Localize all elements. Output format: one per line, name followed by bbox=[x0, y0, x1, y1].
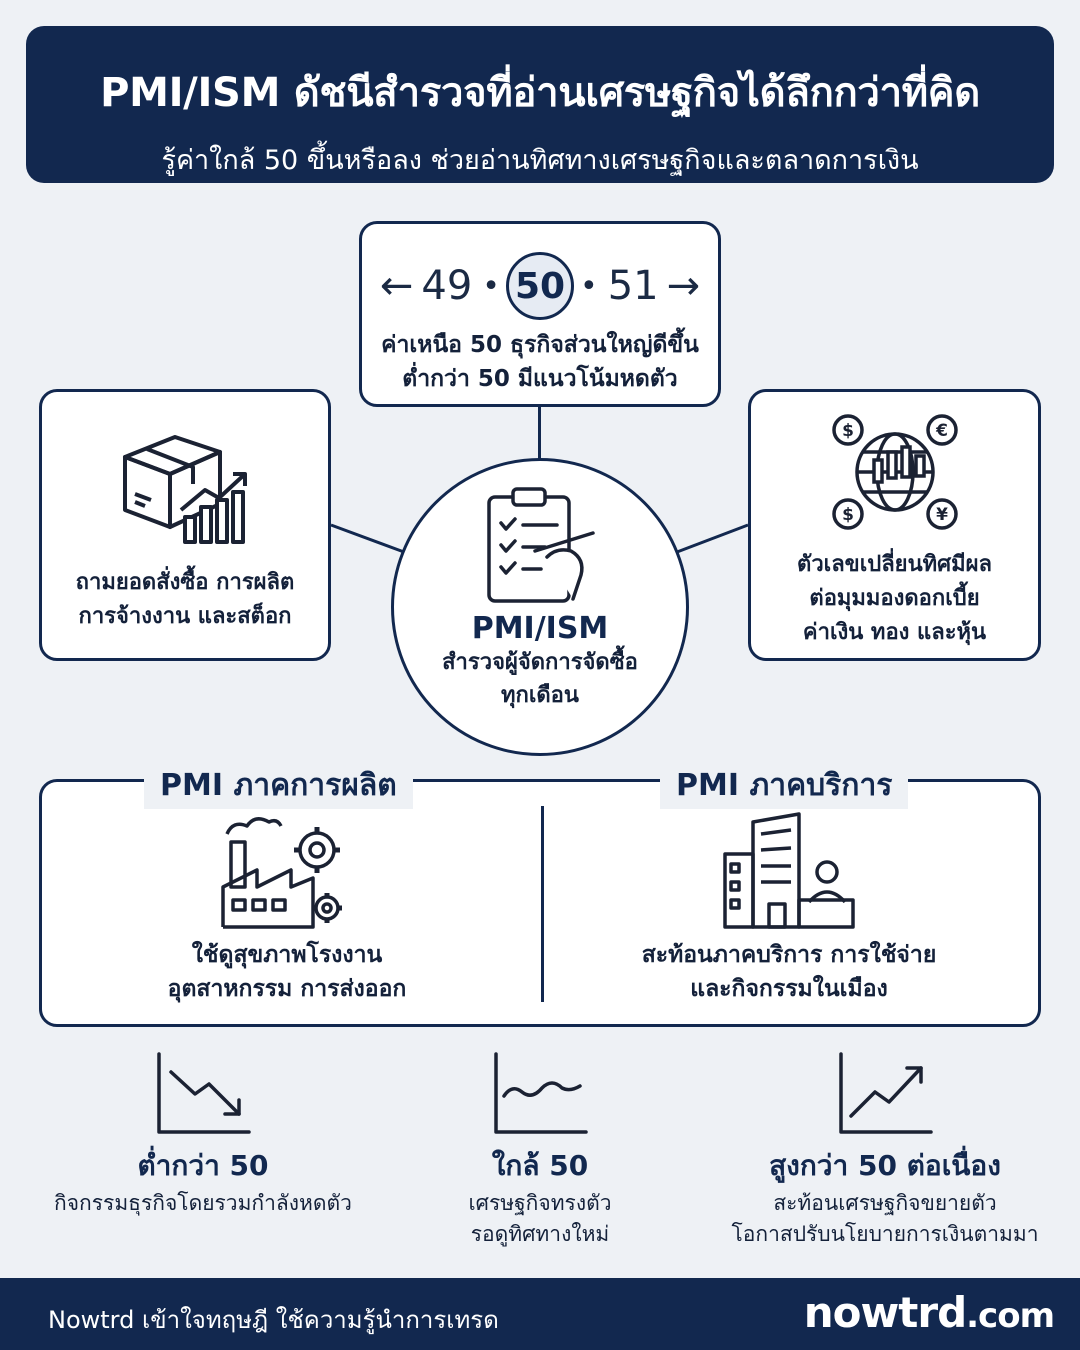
factory-icon bbox=[217, 812, 357, 932]
services-description bbox=[544, 938, 1034, 1006]
page-subtitle: รู้ค่าใกล้ 50 ขึ้นหรือลง ช่วยอ่านทิศทางเศรษฐกิจและตลาดการเงิน bbox=[161, 145, 919, 176]
trend-above-50 bbox=[700, 1050, 1070, 1250]
box-growth-icon bbox=[115, 422, 255, 552]
scale-right-value: 51 bbox=[607, 263, 659, 309]
survey-topics-text bbox=[42, 566, 328, 634]
manufacturing-line-1: ใช้ดูสุขภาพโรงงาน bbox=[191, 942, 383, 968]
clipboard-survey-icon bbox=[475, 485, 605, 605]
center-description bbox=[394, 646, 686, 712]
arrow-right-icon: → bbox=[666, 263, 701, 309]
scale-center-value: 50 bbox=[506, 252, 574, 320]
svg-text:¥: ¥ bbox=[935, 505, 948, 525]
survey-topics-card bbox=[39, 389, 331, 661]
services-label: PMI ภาคบริการ bbox=[660, 762, 908, 809]
footer-bar bbox=[0, 1278, 1080, 1350]
trend-down-icon bbox=[153, 1050, 253, 1136]
trend-near-line-1: เศรษฐกิจทรงตัว bbox=[468, 1191, 612, 1215]
pmi-center-circle bbox=[391, 458, 689, 756]
svg-text:€: € bbox=[935, 421, 948, 441]
survey-topics-line-2: การจ้างงาน และสต็อก bbox=[78, 604, 292, 629]
trend-near-line-2: รอดูทิศทางใหม่ bbox=[470, 1222, 610, 1246]
manufacturing-description bbox=[42, 938, 532, 1006]
market-impact-card bbox=[748, 389, 1041, 661]
trend-below-description bbox=[20, 1188, 386, 1219]
survey-topics-line-1: ถามยอดสั่งซื้อ การผลิต bbox=[75, 570, 295, 595]
dot-separator: • bbox=[482, 268, 500, 304]
trend-below-50 bbox=[20, 1050, 386, 1219]
footer-brand-name: nowtrd bbox=[803, 1288, 967, 1337]
center-line-2: ทุกเดือน bbox=[501, 683, 579, 708]
trend-flat-icon bbox=[490, 1050, 590, 1136]
scale-card bbox=[359, 221, 721, 407]
office-building-icon bbox=[719, 812, 859, 932]
scale-row bbox=[362, 252, 718, 320]
market-impact-line-2: ต่อมุมมองดอกเบี้ย bbox=[809, 586, 980, 611]
trend-above-title: สูงกว่า 50 ต่อเนื่อง bbox=[769, 1149, 1001, 1182]
market-impact-line-1: ตัวเลขเปลี่ยนทิศมีผล bbox=[797, 552, 992, 577]
svg-text:$: $ bbox=[841, 505, 854, 525]
market-impact-text bbox=[751, 548, 1038, 650]
trend-above-line-1: สะท้อนเศรษฐกิจขยายตัว bbox=[773, 1191, 997, 1215]
scale-description bbox=[362, 328, 718, 396]
trend-near-description bbox=[390, 1188, 690, 1250]
sector-card bbox=[39, 768, 1041, 1027]
trend-near-title: ใกล้ 50 bbox=[491, 1149, 589, 1182]
services-column bbox=[544, 812, 1034, 1006]
manufacturing-line-2: อุตสาหกรรม การส่งออก bbox=[167, 976, 407, 1002]
services-line-2: และกิจกรรมในเมือง bbox=[690, 976, 888, 1002]
market-impact-line-3: ค่าเงิน ทอง และหุ้น bbox=[802, 620, 987, 645]
trend-up-icon bbox=[835, 1050, 935, 1136]
scale-left-value: 49 bbox=[421, 263, 473, 309]
center-line-1: สำรวจผู้จัดการจัดซื้อ bbox=[442, 650, 638, 675]
footer-brand-domain: .com bbox=[966, 1296, 1054, 1336]
scale-line-2: ต่ำกว่า 50 มีแนวโน้มหดตัว bbox=[402, 366, 678, 392]
scale-line-1: ค่าเหนือ 50 ธุรกิจส่วนใหญ่ดีขึ้น bbox=[381, 332, 699, 358]
trend-near-50 bbox=[390, 1050, 690, 1250]
center-title: PMI/ISM bbox=[471, 611, 609, 646]
services-line-1: สะท้อนภาคบริการ การใช้จ่าย bbox=[641, 942, 937, 968]
footer-brand[interactable] bbox=[804, 1288, 1054, 1337]
global-markets-icon bbox=[830, 412, 960, 532]
manufacturing-label: PMI ภาคการผลิต bbox=[144, 762, 413, 809]
page-title: PMI/ISM ดัชนีสำรวจที่อ่านเศรษฐกิจได้ลึกกว่าที่คิด bbox=[100, 70, 980, 116]
svg-text:$: $ bbox=[841, 421, 854, 441]
trend-below-line-1: กิจกรรมธุรกิจโดยรวมกำลังหดตัว bbox=[54, 1191, 352, 1215]
trend-below-title: ต่ำกว่า 50 bbox=[137, 1149, 269, 1182]
trend-above-line-2: โอกาสปรับนโยบายการเงินตามมา bbox=[731, 1222, 1039, 1246]
trend-above-description bbox=[700, 1188, 1070, 1250]
arrow-left-icon: ← bbox=[379, 263, 414, 309]
manufacturing-column bbox=[42, 812, 532, 1006]
dot-separator: • bbox=[580, 268, 598, 304]
footer-tagline: Nowtrd เข้าใจทฤษฎี ใช้ความรู้นำการเทรด bbox=[48, 1306, 499, 1334]
